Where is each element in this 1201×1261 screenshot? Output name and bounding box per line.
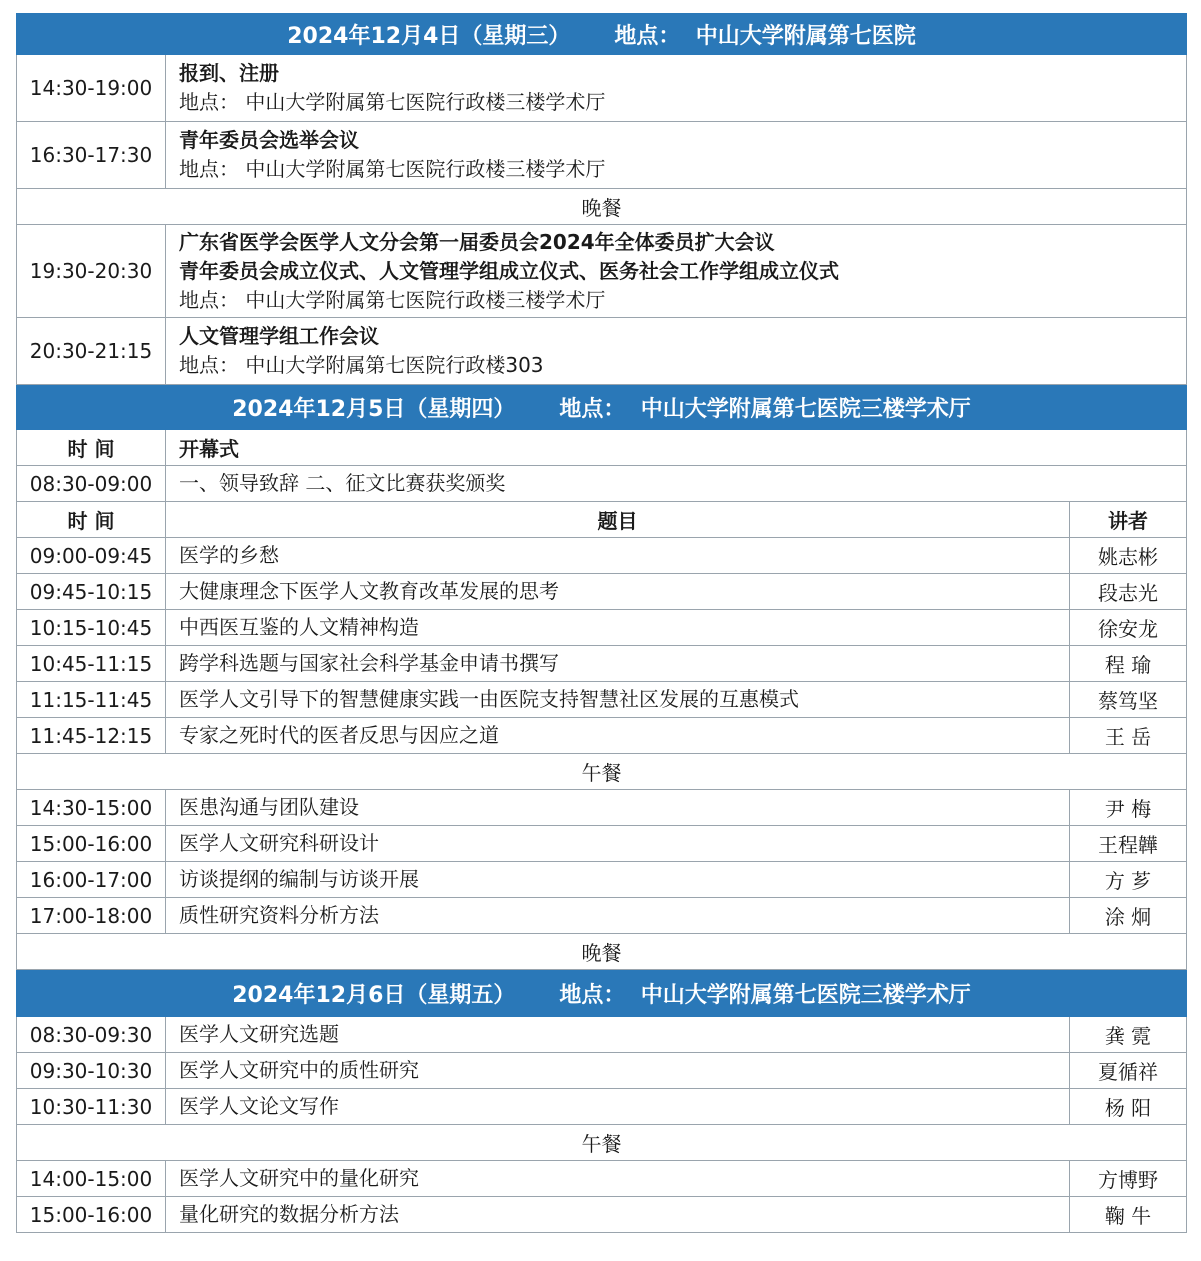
talk-time: 11:15-11:45 — [17, 682, 166, 718]
talk-time: 14:30-15:00 — [17, 790, 166, 826]
talk-row — [17, 898, 1187, 934]
session-place: 地点： 中山大学附属第七医院行政楼三楼学术厅 — [179, 287, 606, 312]
talk-row — [17, 646, 1187, 682]
day3-date: 2024年12月6日（星期五） — [232, 982, 516, 1008]
talk-topic: 医学人文引导下的智慧健康实践一由医院支持智慧社区发展的互惠模式 — [166, 682, 1070, 718]
session-title: 青年委员会选举会议 — [179, 128, 359, 152]
session-title: 广东省医学会医学人文分会第一届委员会2024年全体委员扩大会议 — [179, 229, 775, 254]
talk-row — [17, 1089, 1187, 1125]
opening-time: 08:30-09:00 — [17, 466, 166, 502]
speaker-column-header: 讲者 — [1070, 502, 1187, 538]
time-column-header: 时 间 — [17, 502, 166, 538]
session-title: 人文管理学组工作会议 — [179, 324, 379, 348]
talk-topic: 专家之死时代的医者反思与因应之道 — [166, 718, 1070, 754]
talk-topic: 医学人文研究选题 — [166, 1017, 1070, 1053]
talk-topic: 中西医互鉴的人文精神构造 — [166, 610, 1070, 646]
talk-speaker: 涂 炯 — [1070, 898, 1187, 934]
opening-time-header: 时 间 — [17, 430, 166, 466]
talk-topic: 医学人文研究中的质性研究 — [166, 1053, 1070, 1089]
session-title: 报到、注册 — [179, 61, 279, 85]
session-time: 14:30-19:00 — [17, 55, 166, 122]
meal-label: 午餐 — [17, 1125, 1187, 1161]
talk-time: 17:00-18:00 — [17, 898, 166, 934]
meal-label: 晚餐 — [17, 934, 1187, 970]
talk-speaker: 姚志彬 — [1070, 538, 1187, 574]
talk-time: 10:30-11:30 — [17, 1089, 166, 1125]
talk-time: 15:00-16:00 — [17, 1197, 166, 1233]
talks-header-row — [17, 502, 1187, 538]
schedule-row — [17, 318, 1187, 385]
talk-row — [17, 1053, 1187, 1089]
talk-time: 11:45-12:15 — [17, 718, 166, 754]
talk-row — [17, 790, 1187, 826]
schedule-row — [17, 55, 1187, 122]
session-detail — [166, 55, 1187, 122]
meal-row — [17, 1125, 1187, 1161]
talk-time: 10:45-11:15 — [17, 646, 166, 682]
day1-location: 中山大学附属第七医院 — [695, 23, 916, 49]
meal-label: 晚餐 — [17, 189, 1187, 225]
session-detail — [166, 225, 1187, 318]
day2-date: 2024年12月5日（星期四） — [232, 396, 516, 422]
session-detail — [166, 318, 1187, 385]
meal-row — [17, 754, 1187, 790]
session-place: 地点： 中山大学附属第七医院行政楼303 — [179, 353, 544, 377]
talk-speaker: 杨 阳 — [1070, 1089, 1187, 1125]
talk-row — [17, 574, 1187, 610]
session-time: 20:30-21:15 — [17, 318, 166, 385]
talk-topic: 访谈提纲的编制与访谈开展 — [166, 862, 1070, 898]
talk-topic: 跨学科选题与国家社会科学基金申请书撰写 — [166, 646, 1070, 682]
meal-row — [17, 934, 1187, 970]
opening-content: 一、领导致辞 二、征文比赛获奖颁奖 — [166, 466, 1187, 502]
talk-time: 14:00-15:00 — [17, 1161, 166, 1197]
session-detail — [166, 122, 1187, 189]
opening-header-row — [17, 430, 1187, 466]
day2-location: 中山大学附属第七医院三楼学术厅 — [640, 396, 971, 422]
session-place: 地点： 中山大学附属第七医院行政楼三楼学术厅 — [179, 157, 606, 181]
meal-row — [17, 189, 1187, 225]
day1-location-label: 地点： — [614, 23, 681, 49]
talk-topic: 医学人文研究中的量化研究 — [166, 1161, 1070, 1197]
day1-date: 2024年12月4日（星期三） — [287, 23, 571, 49]
session-time: 19:30-20:30 — [17, 225, 166, 318]
session-place: 地点： 中山大学附属第七医院行政楼三楼学术厅 — [179, 90, 606, 114]
talk-speaker: 王 岳 — [1070, 718, 1187, 754]
talk-topic: 大健康理念下医学人文教育改革发展的思考 — [166, 574, 1070, 610]
session-subtitle: 青年委员会成立仪式、人文管理学组成立仪式、医务社会工作学组成立仪式 — [179, 258, 839, 283]
talk-row — [17, 862, 1187, 898]
day2-header — [17, 385, 1187, 430]
day1-header — [17, 14, 1187, 55]
talk-time: 10:15-10:45 — [17, 610, 166, 646]
talk-topic: 医学的乡愁 — [166, 538, 1070, 574]
talk-speaker: 龚 霓 — [1070, 1017, 1187, 1053]
talk-time: 09:45-10:15 — [17, 574, 166, 610]
talk-speaker: 尹 梅 — [1070, 790, 1187, 826]
talk-speaker: 方博野 — [1070, 1161, 1187, 1197]
talk-topic: 质性研究资料分析方法 — [166, 898, 1070, 934]
talk-topic: 医学人文论文写作 — [166, 1089, 1070, 1125]
talk-row — [17, 1017, 1187, 1053]
talk-time: 09:30-10:30 — [17, 1053, 166, 1089]
schedule-row — [17, 122, 1187, 189]
opening-row — [17, 466, 1187, 502]
talk-topic: 量化研究的数据分析方法 — [166, 1197, 1070, 1233]
day3-location: 中山大学附属第七医院三楼学术厅 — [640, 982, 971, 1008]
talk-time: 16:00-17:00 — [17, 862, 166, 898]
talk-topic: 医患沟通与团队建设 — [166, 790, 1070, 826]
day2-location-label: 地点： — [559, 396, 626, 422]
schedule-table — [16, 13, 1187, 1233]
talk-topic: 医学人文研究科研设计 — [166, 826, 1070, 862]
topic-column-header: 题目 — [166, 502, 1070, 538]
schedule-row — [17, 225, 1187, 318]
meal-label: 午餐 — [17, 754, 1187, 790]
talk-speaker: 徐安龙 — [1070, 610, 1187, 646]
talk-row — [17, 610, 1187, 646]
day3-location-label: 地点： — [559, 982, 626, 1008]
talk-speaker: 王程韡 — [1070, 826, 1187, 862]
talk-time: 09:00-09:45 — [17, 538, 166, 574]
talk-speaker: 蔡笃坚 — [1070, 682, 1187, 718]
opening-title: 开幕式 — [166, 430, 1187, 466]
talk-row — [17, 718, 1187, 754]
talk-time: 08:30-09:30 — [17, 1017, 166, 1053]
talk-row — [17, 1161, 1187, 1197]
talk-row — [17, 1197, 1187, 1233]
talk-time: 15:00-16:00 — [17, 826, 166, 862]
talk-speaker: 鞠 牛 — [1070, 1197, 1187, 1233]
session-time: 16:30-17:30 — [17, 122, 166, 189]
talk-speaker: 夏循祥 — [1070, 1053, 1187, 1089]
talk-row — [17, 826, 1187, 862]
day3-header — [17, 970, 1187, 1017]
talk-speaker: 段志光 — [1070, 574, 1187, 610]
talk-speaker: 程 瑜 — [1070, 646, 1187, 682]
talk-row — [17, 682, 1187, 718]
talk-row — [17, 538, 1187, 574]
talk-speaker: 方 芗 — [1070, 862, 1187, 898]
